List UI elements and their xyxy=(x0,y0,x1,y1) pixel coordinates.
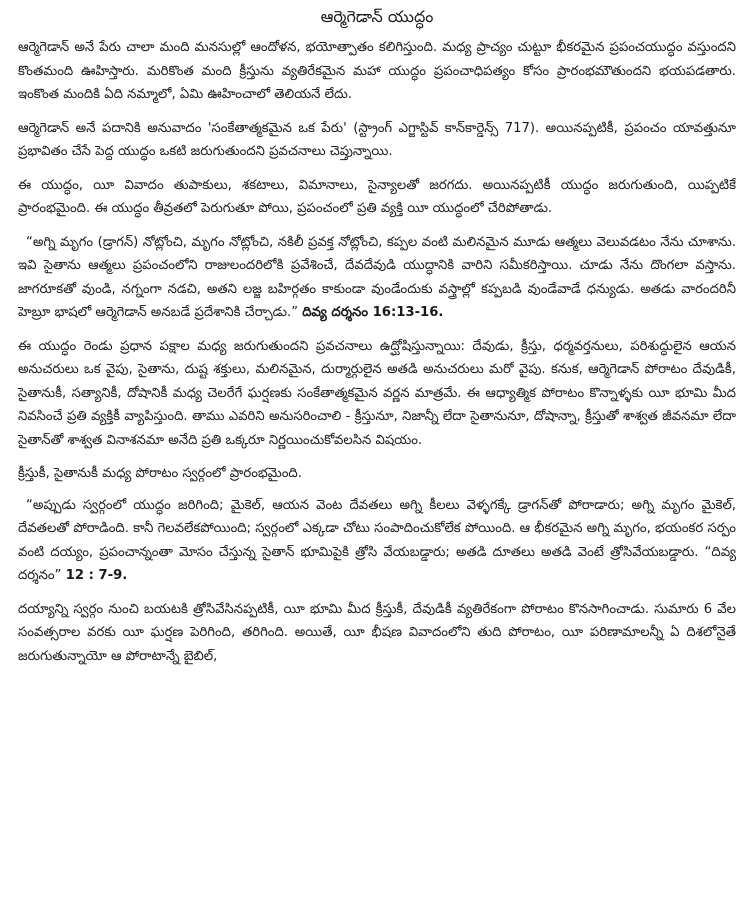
paragraph-meaning: ఆర్మెగెడాన్ అనే పదానికి అనువాదం 'సంకేతాత్మకమైన ఒక పేరు' (స్ట్రాంగ్ ఎగ్జాస్టివ్ కాన్‌కార్డెన్స్ 717). అయినప్పటికీ, ప్రపంచం యావత్తునూ ప్రభావితం చేసే పెద్ద యుద్ధం ఒకటి జరుగుతుందని ప్రవచనాలు చెప్తున్నాయి. xyxy=(18,120,736,159)
paragraph-battle-nature: ఈ యుద్ధం, యీ వివాదం తుపాకులు, శకటాలు, విమానాలు, సైన్యాలతో జరగదు. అయినప్పటికీ యుద్ధం జరుగుతుంది, యిప్పటికే ప్రారంభమైంది. ఈ యుద్ధం తీవ్రతలో పెరుగుతూ పోయి, ప్రపంచంలో ప్రతి వ్యక్తి యీ యుద్ధంలో చేరిపోతాడు. xyxy=(18,177,736,216)
quote-text: “అప్పుడు స్వర్గంలో యుద్ధం జరిగింది; మైకెల్, ఆయన వెంట దేవతలు అగ్ని కీలలు వెళ్ళగక్కే డ్రాగన్‌తో పోరాడారు; అగ్ని మృగం మైకెల్, దేవతలతో పోరాడింది. కానీ గెలవలేకపోయింది; స్వర్గంలో ఎక్కడా చోటు సంపాదించుకోలేక పోయింది. ఆ భీకరమైన అగ్ని మృగం, భయంకర సర్పం వంటి దయ్యం, ప్రపంచాన్నంతా మోసం చేస్తున్న సైతాన్ భూమిపైకి త్రోసి వేయబడ్డారు; అతడి దూతలు అతడి వెంటే త్రోసివేయబడ్డారు. “దివ్య దర్శనం” xyxy=(18,497,736,583)
paragraph-two-sides: ఈ యుద్ధం రెండు ప్రధాన పక్షాల మధ్య జరుగుతుందని ప్రవచనాలు ఉద్ఘోషిస్తున్నాయి: దేవుడు, క్రీస్తు, ధర్మవర్తనులు, పరిశుద్ధులైన ఆయన అనుచరులు ఒక వైపు, సైతాను, దుష్ట శక్తులు, మలినమైన, దుర్మార్గులైన అతడి అనుచరులు మరో వైపు. కనుక, ఆర్మెగెడాన్ పోరాటం దేవుడికీ, సైతానుకీ, సత్యానికీ, దోషానికీ మధ్య చెలరేగే ఘర్షణకు సంకేతాత్మకమైన వర్ణన మాత్రమే. ఈ ఆధ్యాత్మిక పోరాటం కొన్నాళ్ళకు యీ భూమి మీద నివసించే ప్రతి వ్యక్తికీ వ్యాపిస్తుంది. తాము ఎవరిని అనుసరించాలి - క్రీస్తునూ, నిజాన్నీ లేదా సైతానునూ, దోషాన్నా, క్రీస్తుతో శాశ్వత జీవనమా లేదా సైతాన్‌తో శాశ్వత వినాశనమా అనేది ప్రతి ఒక్కరూ నిర్ణయించుకోవలసిన విషయం. xyxy=(18,338,736,448)
paragraph-conflict-continues: దయ్యాన్ని స్వర్గం నుంచి బయటకి త్రోసివేసినప్పటికీ, యీ భూమి మీద క్రీస్తుకీ, దేవుడికీ వ్యతిరేకంగా పోరాటం కొనసాగించాడు. సుమారు 6 వేల సంవత్సరాల వరకు యీ ఘర్షణ పెరిగింది, తరిగింది. అయితే, యీ భీషణ వివాదంలోని తుది పోరాటం, యీ పరిణామాలన్నీ ఏ దిశలోనైతే జరుగుతున్నాయో ఆ పోరాటాన్నే బైబిల్, xyxy=(18,601,736,664)
quote-text: “అగ్ని మృగం (డ్రాగన్) నోట్లోంచి, మృగం నోట్లోంచి, నకిలీ ప్రవక్త నోట్లోంచి, కప్పల వంటి మలినమైన మూడు ఆత్మలు వెలువడటం నేను చూశాను. ఇవి సైతాను ఆత్మలు ప్రపంచంలోని రాజులందరిలోకి ప్రవేశించే, దేవదేవుడి యుద్ధానికి వారిని సమీకరిస్తాయి. చూడు నేను దొంగలా వస్తాను. జాగరూకతో వుండి, నగ్నంగా నడచి, అతని లజ్జ బహిర్గతం కాకుండా వుండేందుకు వస్త్రాల్లో కప్పబడి వుండేవాడే ధన్యుడు. అతడు వారందరినీ హెబ్రూ భాషలో ఆర్మెగెడాన్ అనబడే ప్రదేశానికి చేర్చాడు.” xyxy=(18,234,736,320)
quote-reference: దివ్య దర్శనం 16:13-16. xyxy=(302,305,444,320)
scripture-quote-revelation-12 xyxy=(18,494,736,588)
page-title: ఆర్మెగెడాన్ యుద్ధం xyxy=(320,7,434,26)
quote-reference: 12 : 7-9. xyxy=(65,568,128,583)
paragraph-heaven-start: క్రీస్తుకీ, సైతానుకీ మధ్య పోరాటం స్వర్గంలో ప్రారంభమైంది. xyxy=(18,466,302,481)
paragraph-intro: ఆర్మెగెడాన్ అనే పేరు చాలా మంది మనసుల్లో ఆందోళన, భయోత్పాతం కలిగిస్తుంది. మధ్య ప్రాచ్యం చుట్టూ భీకరమైన ప్రపంచయుద్ధం వస్తుందని కొంతమంది ఊహిస్తారు. మరికొంత మంది క్రీస్తును వ్యతిరేకమైన మహా యుద్ధం ప్రపంచాధిపత్యం కోసం ప్రారంభమౌతుందని భయపడతారు. ఇంకొంత మందికి ఏది నమ్మాలో, ఏమి ఊహించాలో తెలియనే లేదు. xyxy=(18,40,736,102)
scripture-quote-revelation-16 xyxy=(18,231,736,325)
